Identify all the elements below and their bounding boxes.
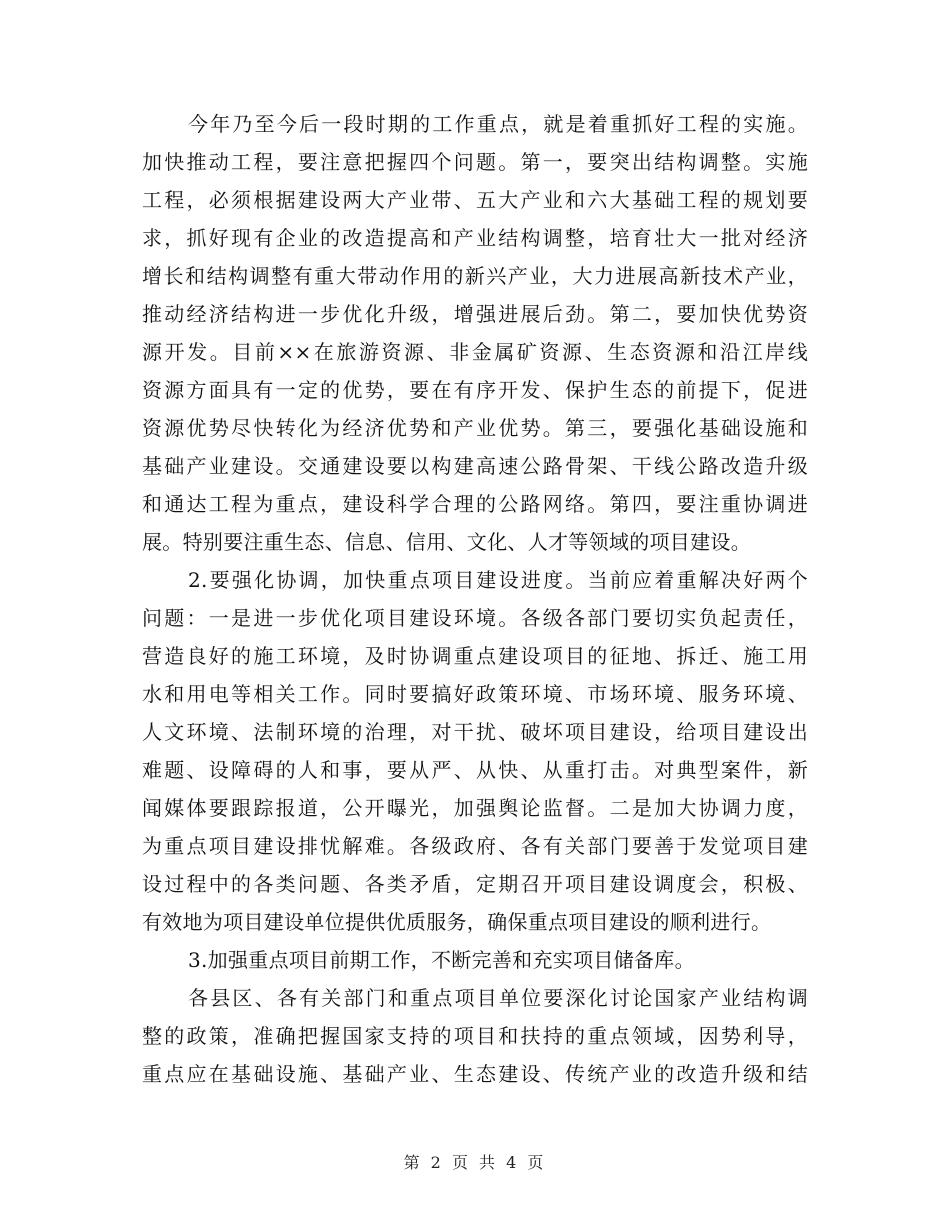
paragraph-line: 难题、设障碍的人和事，要从严、从快、从重打击。对典型案件，新 <box>142 758 808 782</box>
paragraph-line: 今年乃至今后一段时期的工作重点，就是着重抓好工程的实施。 <box>188 112 808 136</box>
paragraph-line: 基础产业建设。交通建设要以构建高速公路骨架、干线公路改造升级 <box>142 454 808 478</box>
paragraph-line: 推动经济结构进一步优化升级，增强进展后劲。第二，要加快优势资 <box>142 302 808 326</box>
paragraph-line: 展。特别要注重生态、信息、信用、文化、人才等领域的项目建设。 <box>142 530 751 554</box>
paragraph-line: 求，抓好现有企业的改造提高和产业结构调整，培育壮大一批对经济 <box>142 226 808 250</box>
paragraph-line: 2.要强化协调，加快重点项目建设进度。当前应着重解决好两个 <box>188 568 808 592</box>
paragraph-line: 资源优势尽快转化为经济优势和产业优势。第三，要强化基础设施和 <box>142 416 808 440</box>
section-heading: 3.加强重点项目前期工作，不断完善和充实项目储备库。 <box>188 948 695 972</box>
paragraph-line: 设过程中的各类问题、各类矛盾，定期召开项目建设调度会，积极、 <box>142 872 808 896</box>
paragraph-line: 人文环境、法制环境的治理，对干扰、破坏项目建设，给项目建设出 <box>142 720 808 744</box>
paragraph-line: 增长和结构调整有重大带动作用的新兴产业，大力进展高新技术产业， <box>142 264 808 288</box>
paragraph-line: 工程，必须根据建设两大产业带、五大产业和六大基础工程的规划要 <box>142 188 808 212</box>
paragraph-line: 问题：一是进一步优化项目建设环境。各级各部门要切实负起责任， <box>142 606 808 630</box>
body-text <box>142 105 808 1093</box>
paragraph-line: 资源方面具有一定的优势，要在有序开发、保护生态的前提下，促进 <box>142 378 808 402</box>
paragraph-line: 整的政策，准确把握国家支持的项目和扶持的重点领域，因势利导， <box>142 1024 808 1048</box>
paragraph-line: 闻媒体要跟踪报道，公开曝光，加强舆论监督。二是加大协调力度， <box>142 796 808 820</box>
page-number: 第 2 页 共 4 页 <box>403 1153 547 1172</box>
paragraph-line: 加快推动工程，要注意把握四个问题。第一，要突出结构调整。实施 <box>142 150 808 174</box>
paragraph-line: 水和用电等相关工作。同时要搞好政策环境、市场环境、服务环境、 <box>142 682 808 706</box>
paragraph-line: 营造良好的施工环境，及时协调重点建设项目的征地、拆迁、施工用 <box>142 644 808 668</box>
paragraph-line: 有效地为项目建设单位提供优质服务，确保重点项目建设的顺利进行。 <box>142 910 772 934</box>
paragraph-line: 各县区、各有关部门和重点项目单位要深化讨论国家产业结构调 <box>188 986 808 1010</box>
paragraph-line: 和通达工程为重点，建设科学合理的公路网络。第四，要注重协调进 <box>142 492 808 516</box>
paragraph-line: 为重点项目建设排忧解难。各级政府、各有关部门要善于发觉项目建 <box>142 834 808 858</box>
paragraph-line: 重点应在基础设施、基础产业、生态建设、传统产业的改造升级和结 <box>142 1062 808 1086</box>
paragraph-line: 源开发。目前××在旅游资源、非金属矿资源、生态资源和沿江岸线 <box>142 340 808 364</box>
